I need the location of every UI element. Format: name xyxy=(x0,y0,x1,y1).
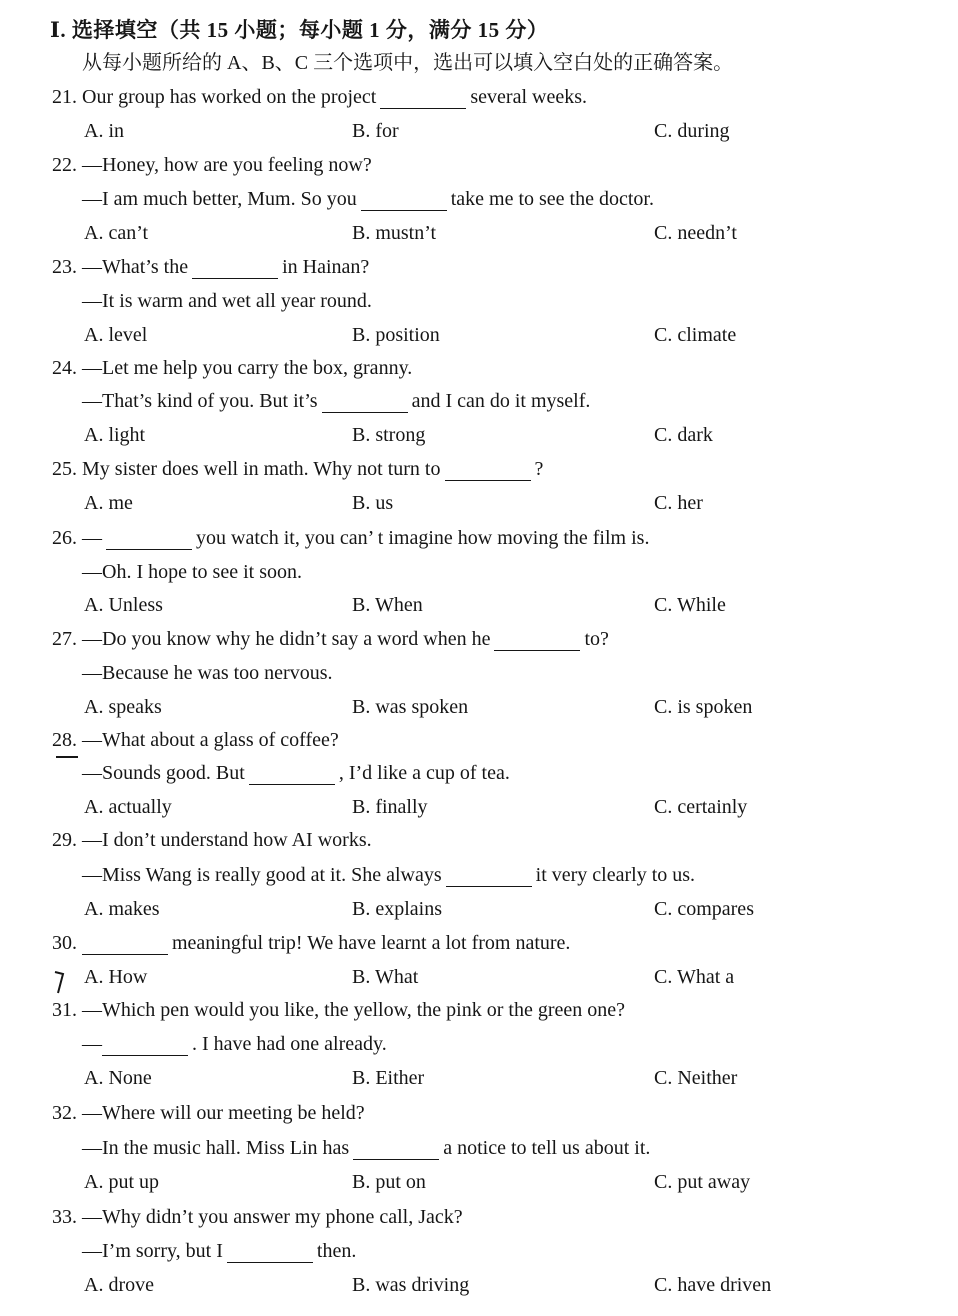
continuation-after: and I can do it myself. xyxy=(411,390,591,412)
question-number: 22. xyxy=(52,154,77,176)
question-text xyxy=(82,256,369,279)
section-instruction: 从每小题所给的 A、B、C 三个选项中，选出可以填入空白处的正确答案。 xyxy=(82,52,734,74)
option-b: B. What xyxy=(352,966,419,988)
question-text-after: you watch it, you can’ t imagine how moving the film is. xyxy=(196,527,650,549)
question-text-before: Our group has worked on the project xyxy=(82,86,377,108)
question-text xyxy=(82,86,587,109)
question-text: —Where will our meeting be held? xyxy=(82,1102,365,1124)
question-text-after: in Hainan? xyxy=(282,256,370,278)
option-a: A. light xyxy=(84,424,146,446)
continuation-before: —Sounds good. But xyxy=(82,762,245,784)
continuation-after: a notice to tell us about it. xyxy=(443,1137,651,1159)
option-a: A. speaks xyxy=(84,696,162,718)
continuation-after: take me to see the doctor. xyxy=(450,188,654,210)
option-a: A. me xyxy=(84,492,133,514)
option-b: B. put on xyxy=(352,1171,426,1193)
question-number: 25. xyxy=(52,458,77,480)
option-b: B. When xyxy=(352,594,423,616)
question-continuation: —It is warm and wet all year round. xyxy=(82,290,372,312)
answer-blank xyxy=(192,258,278,279)
question-number: 33. xyxy=(52,1206,77,1228)
answer-blank xyxy=(494,630,580,651)
continuation-after: it very clearly to us. xyxy=(535,864,696,886)
handwritten-mark xyxy=(52,968,66,996)
question-text xyxy=(82,458,543,481)
continuation-before: —I am much better, Mum. So you xyxy=(82,188,357,210)
continuation-after: then. xyxy=(316,1240,357,1262)
question-continuation xyxy=(82,188,654,211)
question-text: —What about a glass of coffee? xyxy=(82,729,339,751)
question-number: 23. xyxy=(52,256,77,278)
option-a: A. Unless xyxy=(84,594,163,616)
handwritten-underline-mark xyxy=(56,756,78,758)
question-continuation xyxy=(82,390,590,413)
option-b: B. mustn’t xyxy=(352,222,437,244)
question-text: —Honey, how are you feeling now? xyxy=(82,154,372,176)
answer-blank xyxy=(106,529,192,550)
question-continuation xyxy=(82,762,510,785)
option-a: A. in xyxy=(84,120,124,142)
question-text-after: ? xyxy=(534,458,544,480)
question-text: —Which pen would you like, the yellow, the pink or the green one? xyxy=(82,999,625,1021)
question-continuation xyxy=(82,864,695,887)
question-text-before: — xyxy=(82,527,102,549)
question-text-before: —Do you know why he didn’t say a word when he xyxy=(82,628,491,650)
option-c: C. her xyxy=(654,492,703,514)
option-c: C. is spoken xyxy=(654,696,753,718)
question-number: 30. xyxy=(52,932,77,954)
option-a: A. makes xyxy=(84,898,160,920)
option-a: A. put up xyxy=(84,1171,159,1193)
question-continuation: —Oh. I hope to see it soon. xyxy=(82,561,302,583)
option-b: B. was driving xyxy=(352,1274,470,1296)
question-text xyxy=(82,932,570,955)
answer-blank xyxy=(380,88,466,109)
continuation-before: — xyxy=(82,1033,102,1055)
option-b: B. for xyxy=(352,120,399,142)
answer-blank xyxy=(361,190,447,211)
option-c: C. Neither xyxy=(654,1067,738,1089)
question-continuation: —Because he was too nervous. xyxy=(82,662,333,684)
option-c: C. While xyxy=(654,594,726,616)
option-a: A. actually xyxy=(84,796,172,818)
option-b: B. us xyxy=(352,492,394,514)
continuation-before: —That’s kind of you. But it’s xyxy=(82,390,318,412)
answer-blank xyxy=(322,392,408,413)
option-c: C. What a xyxy=(654,966,735,988)
question-continuation xyxy=(82,1033,387,1056)
question-number: 29. xyxy=(52,829,77,851)
question-number: 26. xyxy=(52,527,77,549)
answer-blank xyxy=(249,764,335,785)
option-b: B. finally xyxy=(352,796,428,818)
question-number: 32. xyxy=(52,1102,77,1124)
option-b: B. position xyxy=(352,324,440,346)
section-title: Ⅰ. 选择填空（共 15 小题；每小题 1 分，满分 15 分） xyxy=(50,18,549,42)
option-c: C. certainly xyxy=(654,796,748,818)
question-number: 31. xyxy=(52,999,77,1021)
option-c: C. put away xyxy=(654,1171,751,1193)
answer-blank xyxy=(353,1139,439,1160)
question-text xyxy=(82,628,609,651)
question-number: 24. xyxy=(52,357,77,379)
answer-blank xyxy=(82,934,168,955)
question-text-after: to? xyxy=(584,628,609,650)
question-text-after: several weeks. xyxy=(470,86,587,108)
continuation-before: —In the music hall. Miss Lin has xyxy=(82,1137,350,1159)
question-number: 21. xyxy=(52,86,77,108)
question-text-before: —What’s the xyxy=(82,256,189,278)
answer-blank xyxy=(446,866,532,887)
option-c: C. dark xyxy=(654,424,713,446)
question-continuation xyxy=(82,1240,356,1263)
option-c: C. have driven xyxy=(654,1274,772,1296)
answer-blank xyxy=(227,1242,313,1263)
option-a: A. can’t xyxy=(84,222,149,244)
question-text xyxy=(82,527,649,550)
continuation-before: —Miss Wang is really good at it. She always xyxy=(82,864,442,886)
option-c: C. compares xyxy=(654,898,754,920)
option-b: B. strong xyxy=(352,424,426,446)
option-c: C. during xyxy=(654,120,730,142)
question-continuation xyxy=(82,1137,650,1160)
option-a: A. How xyxy=(84,966,148,988)
option-a: A. drove xyxy=(84,1274,154,1296)
option-b: B. was spoken xyxy=(352,696,469,718)
continuation-after: , I’d like a cup of tea. xyxy=(338,762,510,784)
question-text: —Let me help you carry the box, granny. xyxy=(82,357,413,379)
question-text-before: My sister does well in math. Why not turn to xyxy=(82,458,441,480)
continuation-before: —I’m sorry, but I xyxy=(82,1240,223,1262)
question-number: 27. xyxy=(52,628,77,650)
option-b: B. explains xyxy=(352,898,442,920)
option-a: A. None xyxy=(84,1067,152,1089)
continuation-after: . I have had one already. xyxy=(192,1033,387,1055)
question-text: —Why didn’t you answer my phone call, Jack? xyxy=(82,1206,463,1228)
answer-blank xyxy=(102,1035,188,1056)
answer-blank xyxy=(445,460,531,481)
option-b: B. Either xyxy=(352,1067,425,1089)
question-text: —I don’t understand how AI works. xyxy=(82,829,372,851)
option-a: A. level xyxy=(84,324,148,346)
question-text-after: meaningful trip! We have learnt a lot from nature. xyxy=(172,932,571,954)
option-c: C. climate xyxy=(654,324,737,346)
option-c: C. needn’t xyxy=(654,222,737,244)
question-number: 28. xyxy=(52,729,77,751)
